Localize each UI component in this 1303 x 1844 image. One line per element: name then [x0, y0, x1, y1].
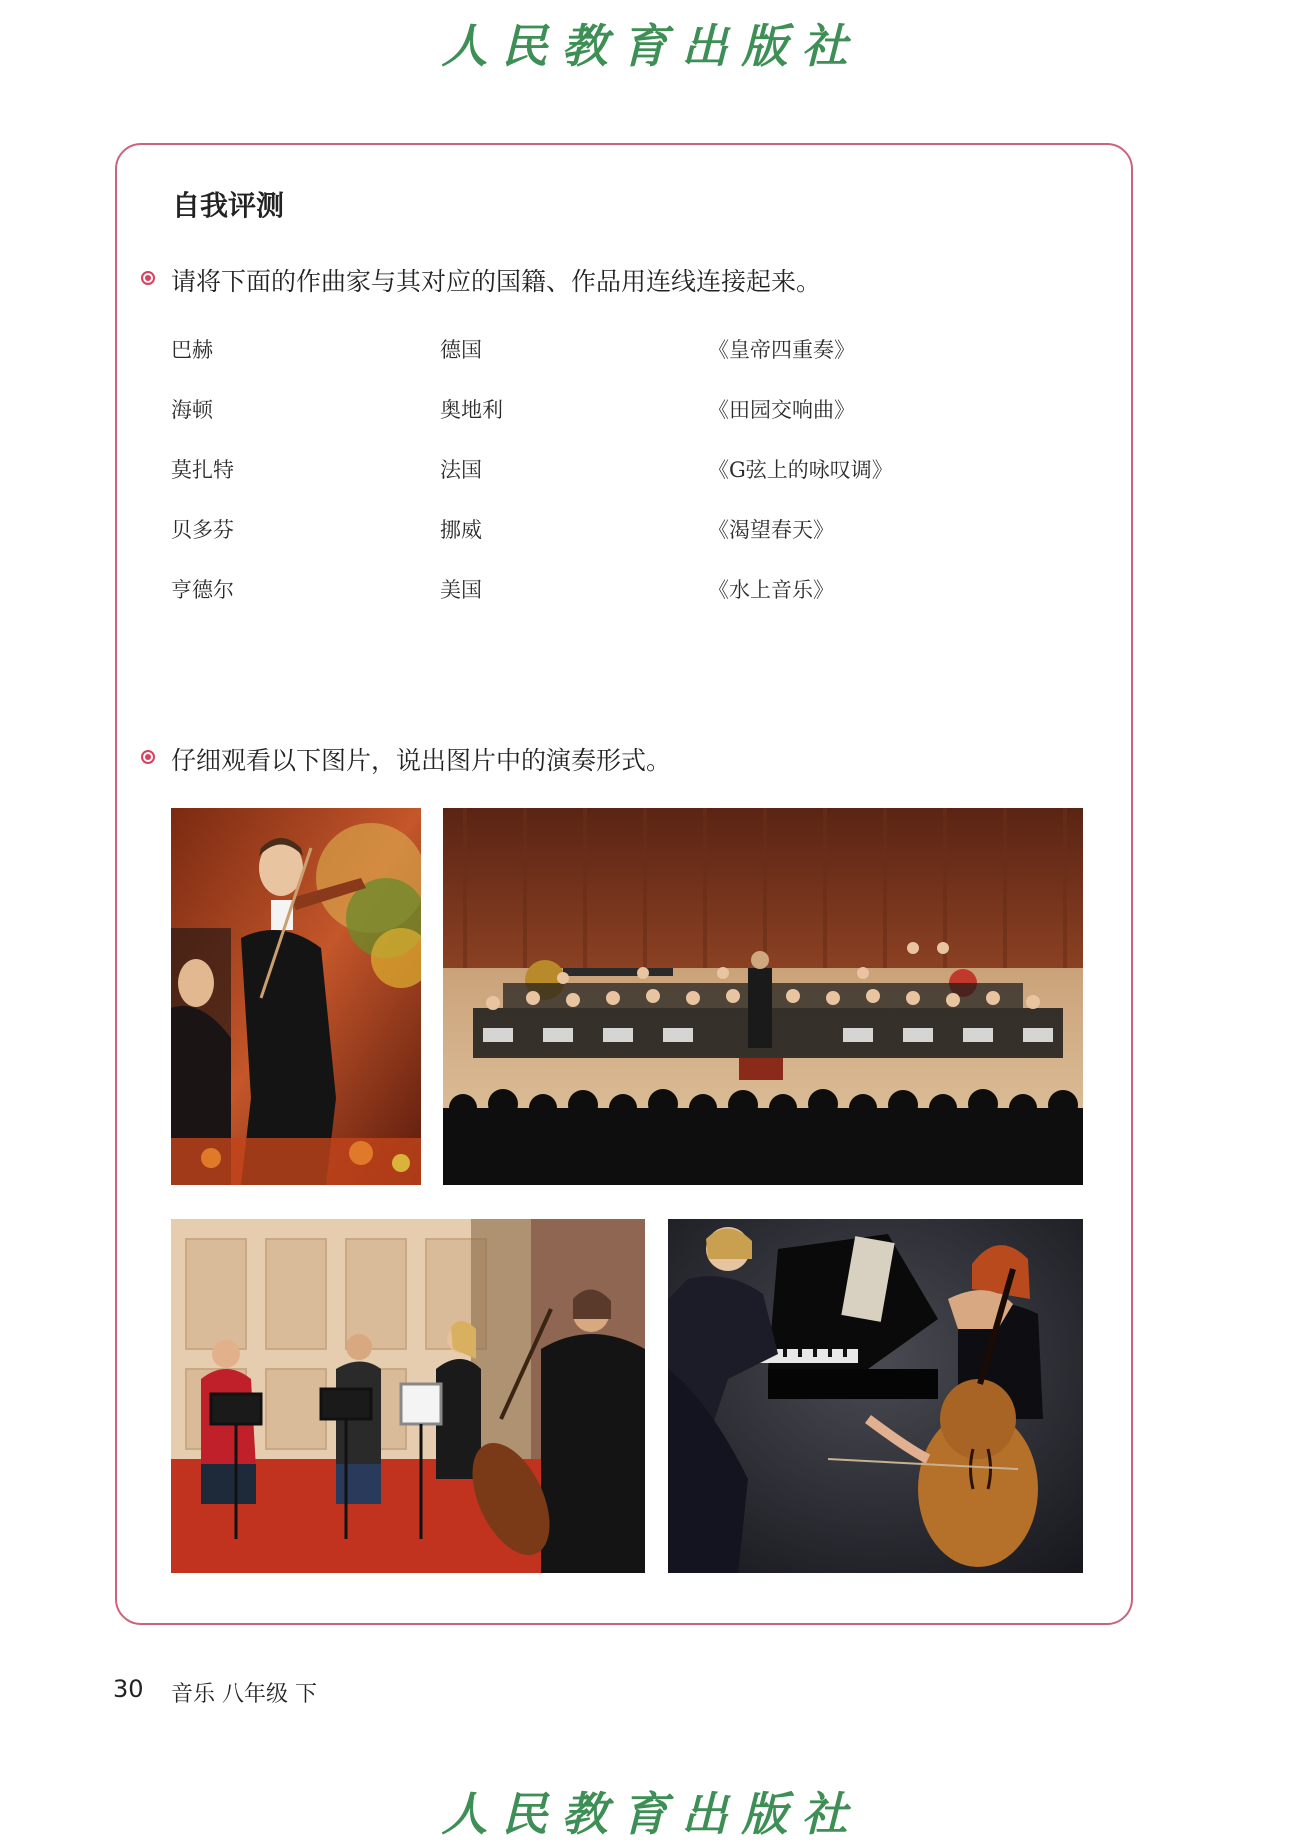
bullet-icon [141, 750, 155, 764]
piano-cello-duo-photo [668, 1219, 1083, 1573]
work-item: 《渴望春天》 [708, 518, 834, 542]
composer-item: 莫扎特 [171, 458, 234, 482]
section-title: 自我评测 [172, 189, 285, 222]
composer-item: 亨德尔 [171, 578, 234, 602]
country-item: 挪威 [440, 518, 482, 542]
work-item: 《水上音乐》 [708, 578, 834, 602]
question-1-text: 请将下面的作曲家与其对应的国籍、作品用连线连接起来。 [171, 267, 822, 296]
country-item: 奥地利 [440, 398, 503, 422]
wind-band-photo [443, 808, 1083, 1185]
composer-item: 巴赫 [171, 338, 213, 362]
publisher-logo-bottom: 人民教育出版社 [441, 1787, 862, 1841]
book-title: 音乐 八年级 下 [171, 1682, 317, 1707]
country-item: 法国 [440, 458, 482, 482]
work-item: 《G弦上的咏叹调》 [708, 458, 893, 482]
violin-soloist-photo [171, 808, 421, 1185]
question-2-text: 仔细观看以下图片，说出图片中的演奏形式。 [171, 746, 672, 775]
page-number: 30 [113, 1675, 144, 1703]
publisher-logo-top: 人民教育出版社 [441, 19, 862, 73]
string-quartet-photo [171, 1219, 645, 1573]
country-item: 美国 [440, 578, 482, 602]
bullet-icon [141, 271, 155, 285]
composer-item: 海顿 [171, 398, 213, 422]
country-item: 德国 [440, 338, 482, 362]
composer-item: 贝多芬 [171, 518, 234, 542]
work-item: 《田园交响曲》 [708, 398, 855, 422]
work-item: 《皇帝四重奏》 [708, 338, 855, 362]
